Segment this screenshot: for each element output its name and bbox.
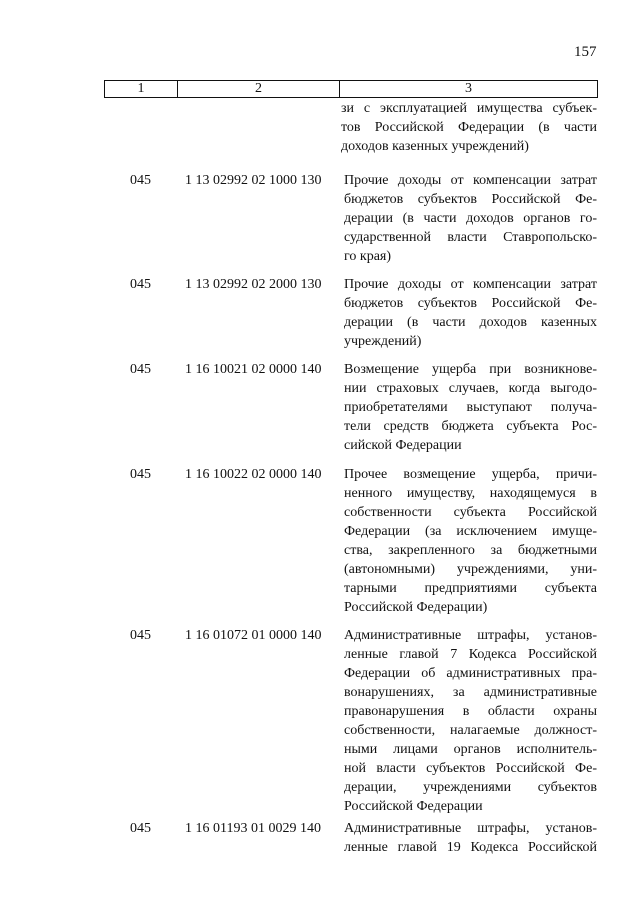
budget-classification-code: 1 16 10021 02 0000 140 — [185, 362, 322, 377]
row-description — [344, 626, 597, 816]
admin-code: 045 — [130, 821, 151, 836]
description-line: сийской Федерации — [344, 438, 462, 453]
admin-code: 045 — [130, 628, 151, 643]
description-line: сударственной власти Ставропольско- — [344, 230, 597, 245]
description-line: ной власти субъектов Российской Фе- — [344, 761, 597, 776]
budget-classification-code: 1 16 10022 02 0000 140 — [185, 467, 322, 482]
description-line: ненного имуществу, находящемуся в — [344, 486, 597, 501]
page-number: 157 — [574, 44, 597, 60]
description-line: бюджетов субъектов Российской Фе- — [344, 296, 597, 311]
header-col-1: 1 — [105, 81, 178, 97]
description-line: собственности субъекта Российской — [344, 505, 597, 520]
budget-classification-code: 1 13 02992 02 2000 130 — [185, 277, 322, 292]
description-line: Административные штрафы, установ- — [344, 628, 597, 643]
row-description — [344, 360, 597, 455]
continued-description — [341, 99, 597, 156]
row-description — [344, 819, 597, 857]
description-line: бюджетов субъектов Российской Фе- — [344, 192, 597, 207]
admin-code: 045 — [130, 362, 151, 377]
description-line: ства, закрепленного за бюджетными — [344, 543, 597, 558]
description-line: приобретателями выступают получа- — [344, 400, 597, 415]
description-line: собственности, налагаемые должност- — [344, 723, 597, 738]
description-line: дерации (в части доходов органов го- — [344, 211, 597, 226]
description-line: учреждений) — [344, 334, 422, 349]
description-line: ленные главой 19 Кодекса Российской — [344, 840, 597, 855]
description-line: Федерации об административных пра- — [344, 666, 597, 681]
description-line: ными лицами органов исполнитель- — [344, 742, 597, 757]
header-col-2: 2 — [178, 81, 340, 97]
description-line: тели средств бюджета субъекта Рос- — [344, 419, 597, 434]
table-header-row — [104, 80, 598, 98]
admin-code: 045 — [130, 277, 151, 292]
description-line: Прочие доходы от компенсации затрат — [344, 277, 597, 292]
description-line: доходов казенных учреждений) — [341, 139, 529, 154]
admin-code: 045 — [130, 173, 151, 188]
description-line: Прочее возмещение ущерба, причи- — [344, 467, 597, 482]
budget-classification-code: 1 16 01193 01 0029 140 — [185, 821, 321, 836]
description-line: Административные штрафы, установ- — [344, 821, 597, 836]
description-line: вонарушениях, за административные — [344, 685, 597, 700]
description-line: тарными предприятиями субъекта — [344, 581, 597, 596]
description-line: Российской Федерации) — [344, 600, 488, 615]
description-line: Возмещение ущерба при возникнове- — [344, 362, 597, 377]
description-line: ленные главой 7 Кодекса Российской — [344, 647, 597, 662]
budget-classification-code: 1 16 01072 01 0000 140 — [185, 628, 322, 643]
description-line: Российской Федерации — [344, 799, 483, 814]
description-line: Прочие доходы от компенсации затрат — [344, 173, 597, 188]
header-col-3: 3 — [465, 81, 472, 96]
description-line: правонарушения в области охраны — [344, 704, 597, 719]
description-line: го края) — [344, 249, 392, 264]
row-description — [344, 171, 597, 266]
description-line: тов Российской Федерации (в части — [341, 120, 597, 135]
description-line: дерации (в части доходов казенных — [344, 315, 597, 330]
description-line: зи с эксплуатацией имущества субъек- — [341, 101, 597, 116]
budget-classification-code: 1 13 02992 02 1000 130 — [185, 173, 322, 188]
description-line: дерации, учреждениями субъектов — [344, 780, 597, 795]
description-line: нии страховых случаев, когда выгодо- — [344, 381, 597, 396]
description-line: Федерации (за исключением имуще- — [344, 524, 597, 539]
row-description — [344, 275, 597, 351]
description-line: (автономными) учреждениями, уни- — [344, 562, 597, 577]
admin-code: 045 — [130, 467, 151, 482]
row-description — [344, 465, 597, 617]
